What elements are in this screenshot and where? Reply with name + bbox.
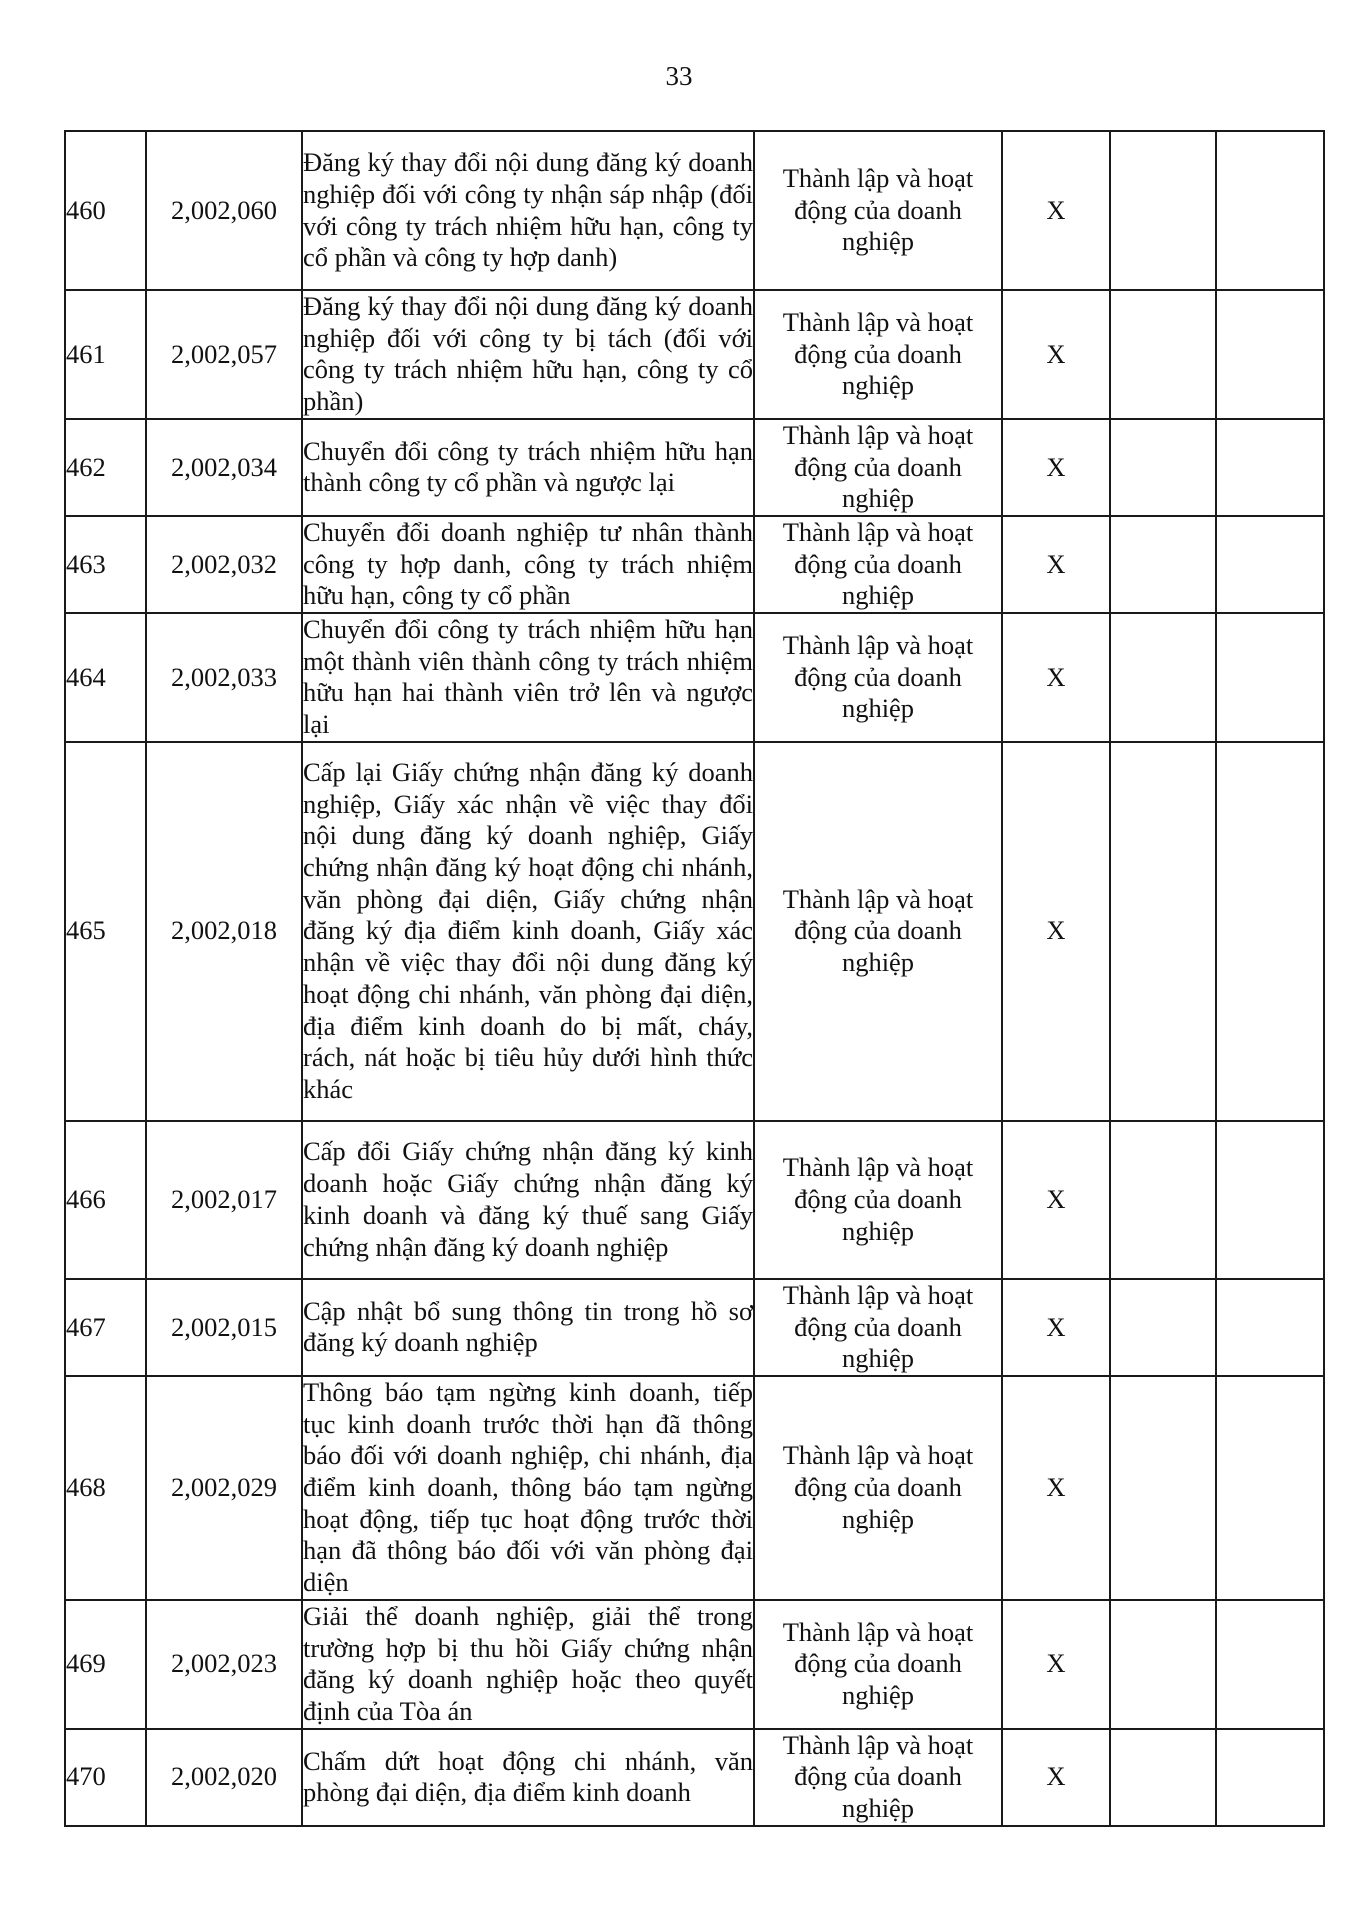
procedure-name-text: Cập nhật bổ sung thông tin trong hồ sơ đăng ký doanh nghiệp	[303, 1295, 753, 1358]
table-row	[65, 419, 1324, 516]
procedures-table	[64, 130, 1325, 1827]
procedure-field: Thành lập và hoạt động của doanh nghiệp	[754, 613, 1002, 742]
table-row	[65, 1121, 1324, 1279]
procedure-name	[302, 613, 754, 742]
row-number: 465	[65, 742, 146, 1121]
procedure-name-text: Chuyển đổi công ty trách nhiệm hữu hạn thành công ty cổ phần và ngược lại	[303, 435, 753, 498]
level-mark: X	[1002, 1121, 1110, 1279]
page-number: 33	[665, 61, 693, 91]
table-row	[65, 613, 1324, 742]
empty-cell-6	[1110, 613, 1216, 742]
empty-cell-7	[1216, 290, 1324, 419]
procedure-code: 2,002,017	[146, 1121, 302, 1279]
row-number: 461	[65, 290, 146, 419]
empty-cell-7	[1216, 1600, 1324, 1729]
procedure-code: 2,002,033	[146, 613, 302, 742]
empty-cell-7	[1216, 1376, 1324, 1600]
empty-cell-7	[1216, 742, 1324, 1121]
level-mark: X	[1002, 1600, 1110, 1729]
procedure-name	[302, 1376, 754, 1600]
procedure-name	[302, 131, 754, 290]
empty-cell-7	[1216, 131, 1324, 290]
level-mark: X	[1002, 419, 1110, 516]
procedure-name	[302, 419, 754, 516]
row-number: 460	[65, 131, 146, 290]
row-number: 466	[65, 1121, 146, 1279]
procedure-name	[302, 516, 754, 613]
empty-cell-6	[1110, 1729, 1216, 1826]
procedure-code: 2,002,023	[146, 1600, 302, 1729]
procedure-name-text: Thông báo tạm ngừng kinh doanh, tiếp tục kinh doanh trước thời hạn đã thông báo đối với doanh nghiệp, chi nhánh, địa điểm kinh doanh, thông báo tạm ngừng hoạt động, tiếp tục hoạt động trước thời hạn đã thông báo đối với văn phòng đại diện	[303, 1376, 753, 1598]
empty-cell-6	[1110, 1376, 1216, 1600]
table-row	[65, 516, 1324, 613]
empty-cell-7	[1216, 419, 1324, 516]
empty-cell-7	[1216, 1121, 1324, 1279]
procedure-field: Thành lập và hoạt động của doanh nghiệp	[754, 419, 1002, 516]
table-row	[65, 742, 1324, 1121]
procedure-name	[302, 1729, 754, 1826]
table-row	[65, 290, 1324, 419]
procedure-field: Thành lập và hoạt động của doanh nghiệp	[754, 290, 1002, 419]
procedure-field: Thành lập và hoạt động của doanh nghiệp	[754, 1279, 1002, 1376]
empty-cell-6	[1110, 1279, 1216, 1376]
procedure-field: Thành lập và hoạt động của doanh nghiệp	[754, 1729, 1002, 1826]
procedure-field: Thành lập và hoạt động của doanh nghiệp	[754, 516, 1002, 613]
procedure-code: 2,002,020	[146, 1729, 302, 1826]
empty-cell-6	[1110, 516, 1216, 613]
level-mark: X	[1002, 1279, 1110, 1376]
table-row	[65, 1600, 1324, 1729]
empty-cell-7	[1216, 613, 1324, 742]
procedure-field: Thành lập và hoạt động của doanh nghiệp	[754, 742, 1002, 1121]
table-row	[65, 1279, 1324, 1376]
level-mark: X	[1002, 1729, 1110, 1826]
empty-cell-6	[1110, 1600, 1216, 1729]
procedure-code: 2,002,018	[146, 742, 302, 1121]
procedure-name-text: Đăng ký thay đổi nội dung đăng ký doanh nghiệp đối với công ty nhận sáp nhập (đối với công ty trách nhiệm hữu hạn, công ty cổ phần và công ty hợp danh)	[303, 147, 753, 273]
row-number: 469	[65, 1600, 146, 1729]
procedure-name	[302, 1121, 754, 1279]
level-mark: X	[1002, 613, 1110, 742]
procedure-code: 2,002,029	[146, 1376, 302, 1600]
level-mark: X	[1002, 742, 1110, 1121]
row-number: 462	[65, 419, 146, 516]
procedure-name-text: Giải thể doanh nghiệp, giải thể trong trường hợp bị thu hồi Giấy chứng nhận đăng ký doanh nghiệp hoặc theo quyết định của Tòa án	[303, 1600, 753, 1726]
procedure-field: Thành lập và hoạt động của doanh nghiệp	[754, 131, 1002, 290]
procedure-name-text: Cấp lại Giấy chứng nhận đăng ký doanh nghiệp, Giấy xác nhận về việc thay đổi nội dung đăng ký doanh nghiệp, Giấy chứng nhận đăng ký hoạt động chi nhánh, văn phòng đại diện, Giấy chứng nhận đăng ký địa điểm kinh doanh, Giấy xác nhận về việc thay đổi nội dung đăng ký hoạt động chi nhánh, văn phòng đại diện, địa điểm kinh doanh do bị mất, cháy, rách, nát hoặc bị tiêu hủy dưới hình thức khác	[303, 756, 753, 1104]
row-number: 464	[65, 613, 146, 742]
procedure-name-text: Chuyển đổi công ty trách nhiệm hữu hạn một thành viên thành công ty trách nhiệm hữu hạn hai thành viên trở lên và ngược lại	[303, 614, 753, 740]
procedure-name-text: Đăng ký thay đổi nội dung đăng ký doanh nghiệp đối với công ty bị tách (đối với công ty trách nhiệm hữu hạn, công ty cổ phần)	[303, 291, 753, 417]
procedure-name	[302, 1279, 754, 1376]
level-mark: X	[1002, 131, 1110, 290]
procedure-field: Thành lập và hoạt động của doanh nghiệp	[754, 1121, 1002, 1279]
empty-cell-6	[1110, 290, 1216, 419]
procedure-code: 2,002,032	[146, 516, 302, 613]
row-number: 468	[65, 1376, 146, 1600]
level-mark: X	[1002, 290, 1110, 419]
empty-cell-6	[1110, 742, 1216, 1121]
level-mark: X	[1002, 516, 1110, 613]
empty-cell-7	[1216, 516, 1324, 613]
procedure-field: Thành lập và hoạt động của doanh nghiệp	[754, 1376, 1002, 1600]
procedure-name	[302, 290, 754, 419]
table-row	[65, 131, 1324, 290]
level-mark: X	[1002, 1376, 1110, 1600]
row-number: 470	[65, 1729, 146, 1826]
empty-cell-7	[1216, 1729, 1324, 1826]
procedure-field: Thành lập và hoạt động của doanh nghiệp	[754, 1600, 1002, 1729]
table-row	[65, 1376, 1324, 1600]
procedure-code: 2,002,015	[146, 1279, 302, 1376]
procedure-name-text: Cấp đổi Giấy chứng nhận đăng ký kinh doanh hoặc Giấy chứng nhận đăng ký kinh doanh và đăng ký thuế sang Giấy chứng nhận đăng ký doanh nghiệp	[303, 1136, 753, 1262]
row-number: 467	[65, 1279, 146, 1376]
empty-cell-7	[1216, 1279, 1324, 1376]
table-row	[65, 1729, 1324, 1826]
procedure-code: 2,002,060	[146, 131, 302, 290]
procedure-name	[302, 1600, 754, 1729]
procedure-name-text: Chuyển đổi doanh nghiệp tư nhân thành công ty hợp danh, công ty trách nhiệm hữu hạn, công ty cổ phần	[303, 516, 753, 611]
procedure-code: 2,002,057	[146, 290, 302, 419]
procedure-code: 2,002,034	[146, 419, 302, 516]
empty-cell-6	[1110, 419, 1216, 516]
procedure-name	[302, 742, 754, 1121]
procedure-name-text: Chấm dứt hoạt động chi nhánh, văn phòng đại diện, địa điểm kinh doanh	[303, 1745, 753, 1808]
row-number: 463	[65, 516, 146, 613]
empty-cell-6	[1110, 131, 1216, 290]
empty-cell-6	[1110, 1121, 1216, 1279]
